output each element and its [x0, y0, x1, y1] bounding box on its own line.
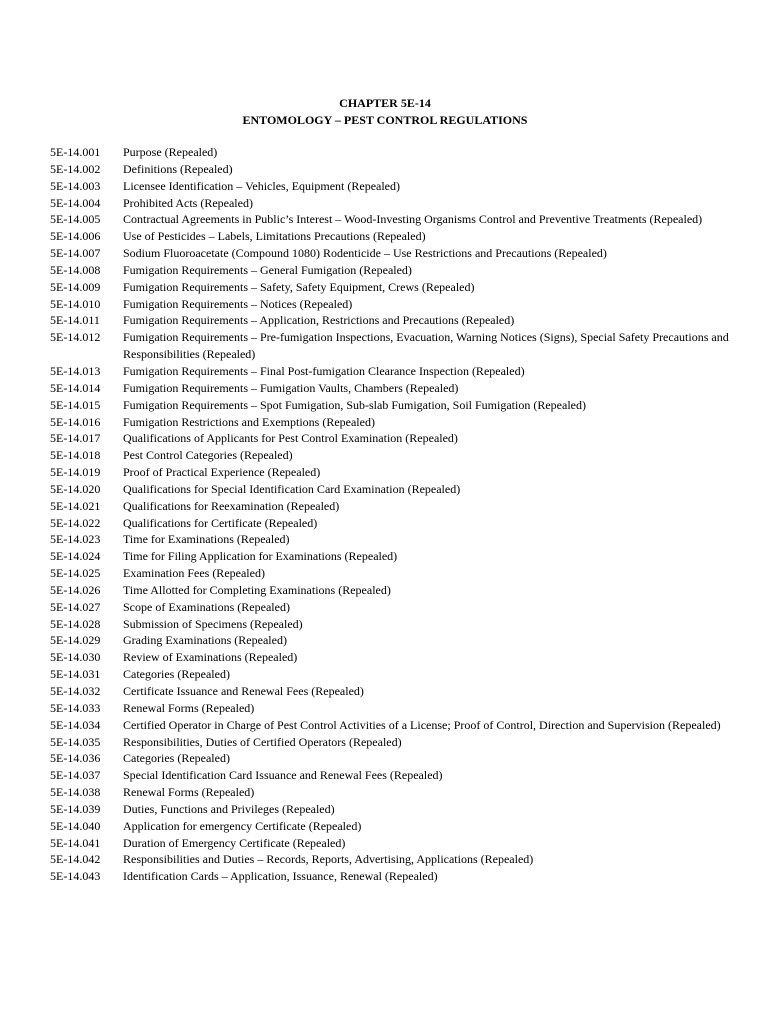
rule-title: Fumigation Restrictions and Exemptions (Repealed) [123, 414, 375, 429]
rule-title: Use of Pesticides – Labels, Limitations Precautions (Repealed) [123, 229, 426, 244]
rule-number: 5E-14.041 [50, 835, 101, 850]
rule-number: 5E-14.021 [50, 498, 101, 513]
rule-title: Definitions (Repealed) [123, 161, 233, 176]
rule-number: 5E-14.002 [50, 161, 101, 176]
rule-number: 5E-14.005 [50, 212, 101, 227]
rule-title: Fumigation Requirements – Notices (Repealed) [123, 296, 353, 311]
rule-number: 5E-14.018 [50, 448, 101, 463]
rule-title: Duration of Emergency Certificate (Repealed) [123, 835, 346, 850]
rule-title: Fumigation Requirements – General Fumigation (Repealed) [123, 262, 412, 277]
rule-title: Certified Operator in Charge of Pest Control Activities of a License; Proof of Control, Direction and Supervision (Repealed) [123, 717, 721, 732]
rule-title: Licensee Identification – Vehicles, Equipment (Repealed) [123, 178, 401, 193]
rule-title: Renewal Forms (Repealed) [123, 700, 255, 715]
rule-number: 5E-14.015 [50, 397, 101, 412]
rule-number: 5E-14.027 [50, 599, 101, 614]
rule-title: Prohibited Acts (Repealed) [123, 195, 253, 210]
rule-title: Qualifications for Special Identification Card Examination (Repealed) [123, 481, 461, 496]
rule-number: 5E-14.037 [50, 768, 101, 783]
rule-number: 5E-14.026 [50, 582, 101, 597]
toc-row [50, 262, 730, 279]
toc-row [50, 481, 730, 498]
rule-number: 5E-14.022 [50, 515, 101, 530]
rule-title: Responsibilities, Duties of Certified Operators (Repealed) [123, 734, 402, 749]
toc-row [50, 312, 730, 329]
rule-number: 5E-14.036 [50, 751, 101, 766]
rule-number: 5E-14.006 [50, 229, 101, 244]
toc-row [50, 279, 730, 296]
rule-number: 5E-14.012 [50, 330, 101, 345]
rule-title: Pest Control Categories (Repealed) [123, 448, 293, 463]
rule-number: 5E-14.009 [50, 279, 101, 294]
rule-number: 5E-14.028 [50, 616, 101, 631]
toc-row [50, 734, 730, 751]
rule-title: Responsibilities and Duties – Records, Reports, Advertising, Applications (Repealed) [123, 852, 534, 867]
rule-number: 5E-14.020 [50, 481, 101, 496]
rule-title: Special Identification Card Issuance and Renewal Fees (Repealed) [123, 768, 443, 783]
toc-row [50, 649, 730, 666]
toc-row [50, 868, 730, 885]
toc-row [50, 851, 730, 868]
toc-row [50, 515, 730, 532]
toc-row [50, 700, 730, 717]
rule-number: 5E-14.038 [50, 785, 101, 800]
toc-row [50, 296, 730, 313]
rule-number: 5E-14.034 [50, 717, 101, 732]
toc-row [50, 178, 730, 195]
toc-row [50, 599, 730, 616]
toc-row [50, 818, 730, 835]
rule-number: 5E-14.023 [50, 532, 101, 547]
rule-title: Submission of Specimens (Repealed) [123, 616, 303, 631]
rule-number: 5E-14.004 [50, 195, 101, 210]
rule-title: Fumigation Requirements – Fumigation Vaults, Chambers (Repealed) [123, 380, 459, 395]
rule-number: 5E-14.016 [50, 414, 101, 429]
toc-row [50, 211, 730, 228]
rule-title: Renewal Forms (Repealed) [123, 785, 255, 800]
rule-number: 5E-14.031 [50, 667, 101, 682]
toc-row [50, 195, 730, 212]
rule-number: 5E-14.019 [50, 465, 101, 480]
toc-row [50, 414, 730, 431]
rule-title: Contractual Agreements in Public’s Interest – Wood-Investing Organisms Control and Preventive Treatments (Repealed) [123, 212, 703, 227]
rule-number: 5E-14.035 [50, 734, 101, 749]
toc-row [50, 717, 730, 734]
rule-number: 5E-14.030 [50, 650, 101, 665]
toc-row [50, 447, 730, 464]
toc-row [50, 329, 730, 363]
toc-row [50, 767, 730, 784]
rule-number: 5E-14.040 [50, 818, 101, 833]
rule-number: 5E-14.003 [50, 178, 101, 193]
toc-row [50, 531, 730, 548]
rule-number: 5E-14.039 [50, 801, 101, 816]
rule-number: 5E-14.007 [50, 246, 101, 261]
rule-title: Sodium Fluoroacetate (Compound 1080) Rodenticide – Use Restrictions and Precautions (Repealed) [123, 246, 607, 261]
rule-title: Duties, Functions and Privileges (Repealed) [123, 801, 335, 816]
rule-number: 5E-14.014 [50, 380, 101, 395]
rule-title: Fumigation Requirements – Application, Restrictions and Precautions (Repealed) [123, 313, 515, 328]
toc-row [50, 430, 730, 447]
toc-row [50, 161, 730, 178]
toc-row [50, 363, 730, 380]
rule-title: Fumigation Requirements – Safety, Safety Equipment, Crews (Repealed) [123, 279, 475, 294]
toc-row [50, 548, 730, 565]
rule-title: Categories (Repealed) [123, 667, 230, 682]
rule-number: 5E-14.011 [50, 313, 100, 328]
toc-row [50, 245, 730, 262]
rule-title: Fumigation Requirements – Final Post-fumigation Clearance Inspection (Repealed) [123, 363, 525, 378]
toc-row [50, 565, 730, 582]
rule-title: Application for emergency Certificate (Repealed) [123, 818, 362, 833]
toc-row [50, 228, 730, 245]
toc-row [50, 632, 730, 649]
rule-number: 5E-14.001 [50, 145, 101, 159]
rule-number: 5E-14.043 [50, 869, 101, 884]
rule-title: Categories (Repealed) [123, 751, 230, 766]
toc-row [50, 801, 730, 818]
rule-title: Certificate Issuance and Renewal Fees (Repealed) [123, 684, 364, 698]
chapter-title: ENTOMOLOGY – PEST CONTROL REGULATIONS [242, 113, 528, 127]
rule-number: 5E-14.029 [50, 633, 101, 648]
rule-title: Examination Fees (Repealed) [123, 566, 265, 581]
rule-title: Qualifications for Certificate (Repealed) [123, 515, 318, 530]
rule-number: 5E-14.024 [50, 549, 101, 564]
toc-row [50, 683, 730, 700]
rule-title: Fumigation Requirements – Pre-fumigation Inspections, Evacuation, Warning Notices (Signs), Special Safety Precautions and Responsibilities (Repealed) [123, 330, 729, 362]
toc-row [50, 397, 730, 414]
rule-title: Identification Cards – Application, Issuance, Renewal (Repealed) [123, 869, 438, 884]
rule-number: 5E-14.042 [50, 852, 101, 867]
rule-title: Time Allotted for Completing Examinations (Repealed) [123, 582, 391, 597]
rule-number: 5E-14.025 [50, 566, 101, 581]
toc-row [50, 835, 730, 852]
toc-row [50, 750, 730, 767]
chapter-heading: CHAPTER 5E-14 [339, 96, 431, 110]
rule-number: 5E-14.032 [50, 684, 101, 698]
rule-number: 5E-14.008 [50, 262, 101, 277]
rule-title: Qualifications of Applicants for Pest Control Examination (Repealed) [123, 431, 458, 446]
rule-title: Qualifications for Reexamination (Repealed) [123, 498, 340, 513]
rule-title: Fumigation Requirements – Spot Fumigation, Sub-slab Fumigation, Soil Fumigation (Repealed) [123, 397, 586, 412]
rule-title: Grading Examinations (Repealed) [123, 633, 287, 648]
rule-number: 5E-14.013 [50, 363, 101, 378]
toc-row [50, 498, 730, 515]
rule-title: Purpose (Repealed) [123, 145, 218, 159]
rule-title: Scope of Examinations (Repealed) [123, 599, 290, 614]
table-of-contents [50, 144, 730, 885]
rule-number: 5E-14.033 [50, 700, 101, 715]
toc-row [50, 784, 730, 801]
toc-row [50, 380, 730, 397]
rule-title: Time for Filing Application for Examinations (Repealed) [123, 549, 398, 564]
toc-row [50, 616, 730, 633]
toc-row [50, 464, 730, 481]
toc-row [50, 582, 730, 599]
rule-number: 5E-14.010 [50, 296, 101, 311]
rule-number: 5E-14.017 [50, 431, 101, 446]
toc-row [50, 666, 730, 683]
toc-row [50, 144, 730, 161]
rule-title: Review of Examinations (Repealed) [123, 650, 298, 665]
rule-title: Time for Examinations (Repealed) [123, 532, 290, 547]
rule-title: Proof of Practical Experience (Repealed) [123, 465, 321, 480]
